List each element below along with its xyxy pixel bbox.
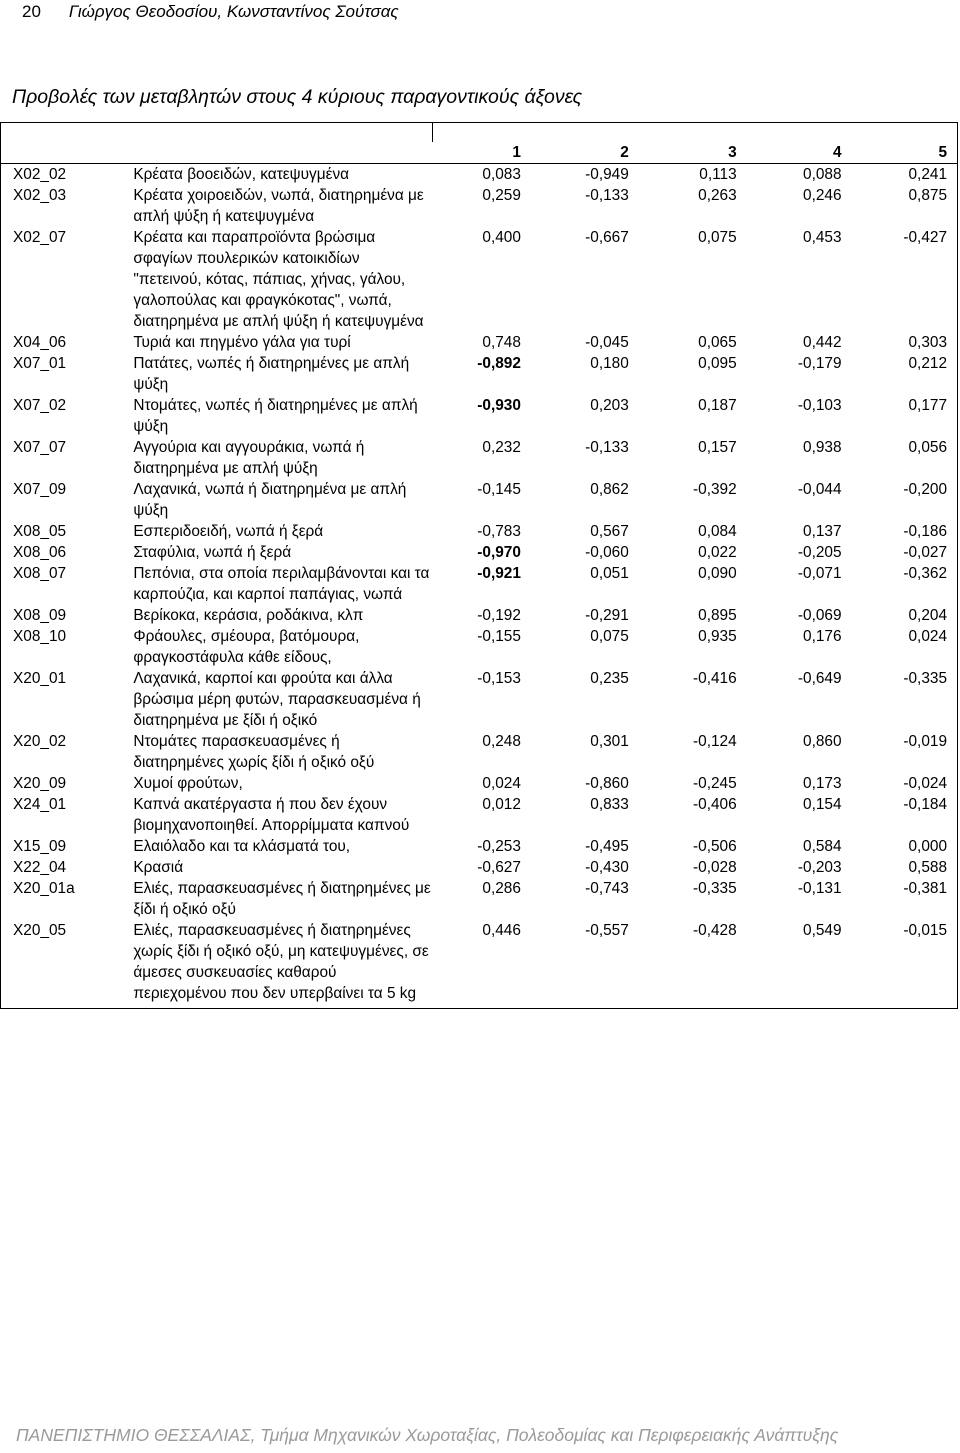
loading-factor-3: -0,124 (693, 733, 737, 750)
loading-factor-3: -0,406 (693, 796, 737, 813)
table-row (1, 857, 958, 878)
table-row (1, 731, 958, 773)
loading-factor-2: 0,567 (590, 523, 629, 540)
loading-factor-3: 0,113 (699, 166, 737, 183)
loading-factor-5: -0,024 (852, 773, 958, 794)
loading-factor-2: -0,060 (585, 544, 629, 561)
loading-factor-1: -0,627 (477, 859, 521, 876)
variable-code: X08_07 (1, 563, 124, 605)
page-header (22, 2, 399, 22)
table-row (1, 542, 958, 563)
loading-factor-2: -0,133 (585, 187, 629, 204)
loading-factor-2: 0,075 (590, 628, 629, 645)
loading-factor-3: -0,506 (693, 838, 737, 855)
loading-factor-3: 0,935 (698, 628, 737, 645)
loading-factor-5: 0,875 (852, 185, 958, 227)
loading-factor-5: 0,204 (852, 605, 958, 626)
loading-factor-4: -0,069 (797, 607, 842, 624)
loading-factor-2: -0,495 (585, 838, 629, 855)
loading-factor-3: -0,428 (639, 920, 747, 1009)
variable-description: Πεπόνια, στα οποία περιλαμβάνονται και τα καρπούζια, και καρποί παπάγιας, νωπά (133, 565, 430, 603)
variable-code: X04_06 (1, 332, 124, 353)
loading-factor-5: -0,381 (852, 878, 958, 920)
table-row (1, 521, 958, 542)
variable-code: X20_01a (1, 878, 124, 920)
loading-factor-4: 0,442 (803, 334, 842, 351)
loading-factor-4: 0,246 (803, 187, 842, 204)
loading-factor-5: 0,241 (852, 164, 958, 186)
table-row (1, 920, 958, 1009)
loading-factor-3: 0,075 (698, 229, 737, 246)
loading-factor-1: -0,253 (477, 838, 521, 855)
loading-factor-2: -0,291 (585, 607, 629, 624)
loading-factor-4: 0,584 (803, 838, 842, 855)
loading-factor-2: -0,667 (585, 229, 629, 246)
loading-factor-3: 0,187 (698, 397, 737, 414)
loading-factor-3: 0,157 (698, 439, 737, 456)
loading-factor-3: 0,090 (698, 565, 737, 582)
variable-code: X07_09 (1, 479, 124, 521)
variable-description: Εσπεριδοειδή, νωπά ή ξερά (133, 523, 324, 540)
loading-factor-2: -0,045 (585, 334, 629, 351)
loading-factor-1: 0,400 (482, 229, 521, 246)
loading-factor-1: -0,970 (477, 544, 521, 561)
factor-header-4: 4 (747, 142, 852, 164)
table-row (1, 878, 958, 920)
variable-code: X20_02 (1, 731, 124, 773)
table-body (1, 123, 958, 1009)
loading-factor-4: -0,205 (797, 544, 842, 561)
loading-factor-1: 0,259 (482, 187, 521, 204)
variable-code: X07_07 (1, 437, 124, 479)
loading-factor-4: -0,103 (797, 397, 842, 414)
loading-factor-5: -0,015 (852, 920, 958, 1009)
loading-factor-2: 0,301 (590, 733, 629, 750)
variable-code: X08_06 (1, 542, 124, 563)
loading-factor-4: 0,088 (803, 166, 842, 183)
variable-description: Αγγούρια και αγγουράκια, νωπά ή διατηρημένα με απλή ψύξη (133, 439, 365, 477)
loadings-table-container (0, 122, 958, 1009)
loading-factor-4: -0,131 (797, 880, 842, 897)
table-row (1, 227, 958, 332)
loading-factor-4: -0,203 (797, 859, 842, 876)
table-row (1, 668, 958, 731)
loading-factor-5: -0,027 (852, 542, 958, 563)
variable-description: Φράουλες, σμέουρα, βατόμουρα, φραγκοστάφυλα κάθε είδους, (133, 628, 360, 666)
loading-factor-1: 0,286 (482, 880, 521, 897)
variable-code: X20_01 (1, 668, 124, 731)
page-footer: ΠΑΝΕΠΙΣΤΗΜΙΟ ΘΕΣΣΑΛΙΑΣ, Τμήμα Μηχανικών Χωροταξίας, Πολεοδομίας και Περιφερειακής Ανάπτυξης (16, 1425, 839, 1445)
loading-factor-1: -0,153 (477, 670, 521, 687)
loading-factor-3: -0,028 (693, 859, 737, 876)
loading-factor-2: 0,235 (590, 670, 629, 687)
loading-factor-2: 0,180 (590, 355, 629, 372)
loading-factor-3: 0,263 (698, 187, 737, 204)
table-header-spacer (1, 123, 958, 143)
loading-factor-1: -0,892 (477, 355, 521, 372)
loading-factor-1: 0,748 (482, 334, 521, 351)
loading-factor-5: -0,019 (852, 731, 958, 773)
variable-code: X07_01 (1, 353, 124, 395)
variable-description: Κρασιά (133, 859, 184, 876)
variable-description: Βερίκοκα, κεράσια, ροδάκινα, κλπ (133, 607, 364, 624)
table-row (1, 353, 958, 395)
loading-factor-2: -0,557 (531, 920, 639, 1009)
loading-factor-4: -0,649 (797, 670, 842, 687)
loading-factor-1: -0,155 (477, 628, 521, 645)
loading-factor-2: -0,430 (585, 859, 629, 876)
variable-code: X08_09 (1, 605, 124, 626)
loading-factor-3: 0,895 (698, 607, 737, 624)
loading-factor-5: 0,000 (852, 836, 958, 857)
loading-factor-4: 0,173 (803, 775, 842, 792)
loading-factor-4: 0,176 (803, 628, 842, 645)
variable-code: X08_05 (1, 521, 124, 542)
loading-factor-5: -0,184 (852, 794, 958, 836)
loading-factor-2: 0,833 (590, 796, 629, 813)
loading-factor-5: -0,186 (852, 521, 958, 542)
page-number: 20 (22, 2, 41, 21)
variable-code: X08_10 (1, 626, 124, 668)
section-title: Προβολές των μεταβλητών στους 4 κύριους παραγοντικούς άξονες (12, 86, 583, 108)
variable-description: Χυμοί φρούτων, (133, 775, 243, 792)
variable-description: Ελιές, παρασκευασμένες ή διατηρημένες χωρίς ξίδι ή οξικό οξύ, μη κατεψυγμένες, σε άμεσες συσκευασίες καθαρού περιεχομένου που δεν υπερβαίνει τα 5 kg (123, 920, 432, 1009)
variable-code: X24_01 (1, 794, 124, 836)
table-row (1, 164, 958, 186)
factor-header-5: 5 (852, 142, 958, 164)
variable-code: X02_02 (1, 164, 124, 186)
loading-factor-5: -0,362 (852, 563, 958, 605)
variable-description: Κρέατα και παραπροϊόντα βρώσιμα σφαγίων πουλερικών κατοικιδίων "πετεινού, κότας, πάπιας, χήνας, γάλου, γαλοπούλας και φραγκόκοτας", νωπά, διατηρημένα με απλή ψύξη ή κατεψυγμένα (133, 229, 424, 330)
loading-factor-5: 0,177 (852, 395, 958, 437)
table-row (1, 479, 958, 521)
loading-factor-1: -0,783 (477, 523, 521, 540)
loading-factor-3: -0,392 (693, 481, 737, 498)
loading-factor-4: 0,860 (803, 733, 842, 750)
variable-description: Τυριά και πηγμένο γάλα για τυρί (133, 334, 351, 351)
loading-factor-1: 0,248 (482, 733, 521, 750)
variable-description: Κρέατα βοοειδών, κατεψυγμένα (133, 166, 350, 183)
loading-factor-2: -0,133 (585, 439, 629, 456)
loading-factor-3: -0,416 (693, 670, 737, 687)
table-row (1, 605, 958, 626)
loading-factor-3: -0,335 (693, 880, 737, 897)
loading-factor-3: 0,084 (698, 523, 737, 540)
loading-factor-4: -0,044 (797, 481, 842, 498)
loading-factor-2: 0,051 (590, 565, 629, 582)
variable-code: X15_09 (1, 836, 124, 857)
variable-description: Ελαιόλαδο και τα κλάσματά του, (133, 838, 351, 855)
variable-code: X22_04 (1, 857, 124, 878)
table-row (1, 563, 958, 605)
factor-header-1: 1 (432, 142, 531, 164)
loading-factor-4: 0,137 (803, 523, 842, 540)
loading-factor-5: 0,056 (852, 437, 958, 479)
variable-description: Κρέατα χοιροειδών, νωπά, διατηρημένα με απλή ψύξη ή κατεψυγμένα (133, 187, 424, 225)
table-row (1, 626, 958, 668)
loading-factor-1: -0,930 (477, 397, 521, 414)
loading-factor-1: 0,446 (432, 920, 531, 1009)
loading-factor-3: 0,095 (698, 355, 737, 372)
table-row (1, 185, 958, 227)
table-row (1, 794, 958, 836)
variable-description: Λαχανικά, νωπά ή διατηρημένα με απλή ψύξη (133, 481, 407, 519)
loading-factor-1: 0,012 (482, 796, 521, 813)
variable-description: Λαχανικά, καρποί και φρούτα και άλλα βρώσιμα μέρη φυτών, παρασκευασμένα ή διατηρημένα με ξίδι ή οξικό (133, 670, 421, 729)
table-row (1, 437, 958, 479)
loading-factor-4: -0,071 (797, 565, 842, 582)
loading-factor-5: -0,427 (852, 227, 958, 332)
loading-factor-3: 0,065 (698, 334, 737, 351)
variable-description: Ντομάτες, νωπές ή διατηρημένες με απλή ψύξη (133, 397, 418, 435)
loading-factor-4: -0,179 (797, 355, 842, 372)
loading-factor-1: -0,192 (477, 607, 521, 624)
variable-description: Ελιές, παρασκευασμένες ή διατηρημένες με ξίδι ή οξικό οξύ (133, 880, 431, 918)
variable-description: Σταφύλια, νωπά ή ξερά (133, 544, 292, 561)
loading-factor-1: -0,145 (477, 481, 521, 498)
variable-description: Καπνά ακατέργαστα ή που δεν έχουν βιομηχανοποιηθεί. Απορρίμματα καπνού (133, 796, 410, 834)
table-row (1, 773, 958, 794)
variable-code: X07_02 (1, 395, 124, 437)
loading-factor-4: 0,549 (747, 920, 852, 1009)
table-header-row (1, 142, 958, 164)
variable-code: X20_05 (1, 920, 124, 1009)
table-row (1, 395, 958, 437)
loading-factor-2: 0,862 (590, 481, 629, 498)
table-row (1, 836, 958, 857)
variable-description: Πατάτες, νωπές ή διατηρημένες με απλή ψύξη (133, 355, 410, 393)
loading-factor-5: 0,024 (852, 626, 958, 668)
loading-factor-4: 0,154 (803, 796, 842, 813)
loading-factor-1: 0,083 (482, 166, 521, 183)
loading-factor-3: 0,022 (698, 544, 737, 561)
table-row (1, 332, 958, 353)
loading-factor-1: 0,024 (482, 775, 521, 792)
loading-factor-5: 0,588 (852, 857, 958, 878)
factor-header-3: 3 (639, 142, 747, 164)
factor-header-2: 2 (531, 142, 639, 164)
loading-factor-5: 0,303 (852, 332, 958, 353)
loading-factor-5: -0,200 (852, 479, 958, 521)
authors: Γιώργος Θεοδοσίου, Κωνσταντίνος Σούτσας (68, 2, 399, 21)
loading-factor-2: 0,203 (590, 397, 629, 414)
loading-factor-2: -0,949 (585, 166, 629, 183)
loading-factor-1: 0,232 (482, 439, 521, 456)
loading-factor-5: -0,335 (852, 668, 958, 731)
loading-factor-4: 0,453 (803, 229, 842, 246)
variable-description: Ντομάτες παρασκευασμένες ή διατηρημένες χωρίς ξίδι ή οξικό οξύ (133, 733, 375, 771)
loading-factor-2: -0,860 (585, 775, 629, 792)
variable-code: X02_03 (1, 185, 124, 227)
loading-factor-2: -0,743 (585, 880, 629, 897)
loading-factor-1: -0,921 (477, 565, 521, 582)
loadings-table (0, 122, 958, 1009)
loading-factor-5: 0,212 (852, 353, 958, 395)
loading-factor-3: -0,245 (693, 775, 737, 792)
loading-factor-4: 0,938 (803, 439, 842, 456)
variable-code: X02_07 (1, 227, 124, 332)
variable-code: X20_09 (1, 773, 124, 794)
